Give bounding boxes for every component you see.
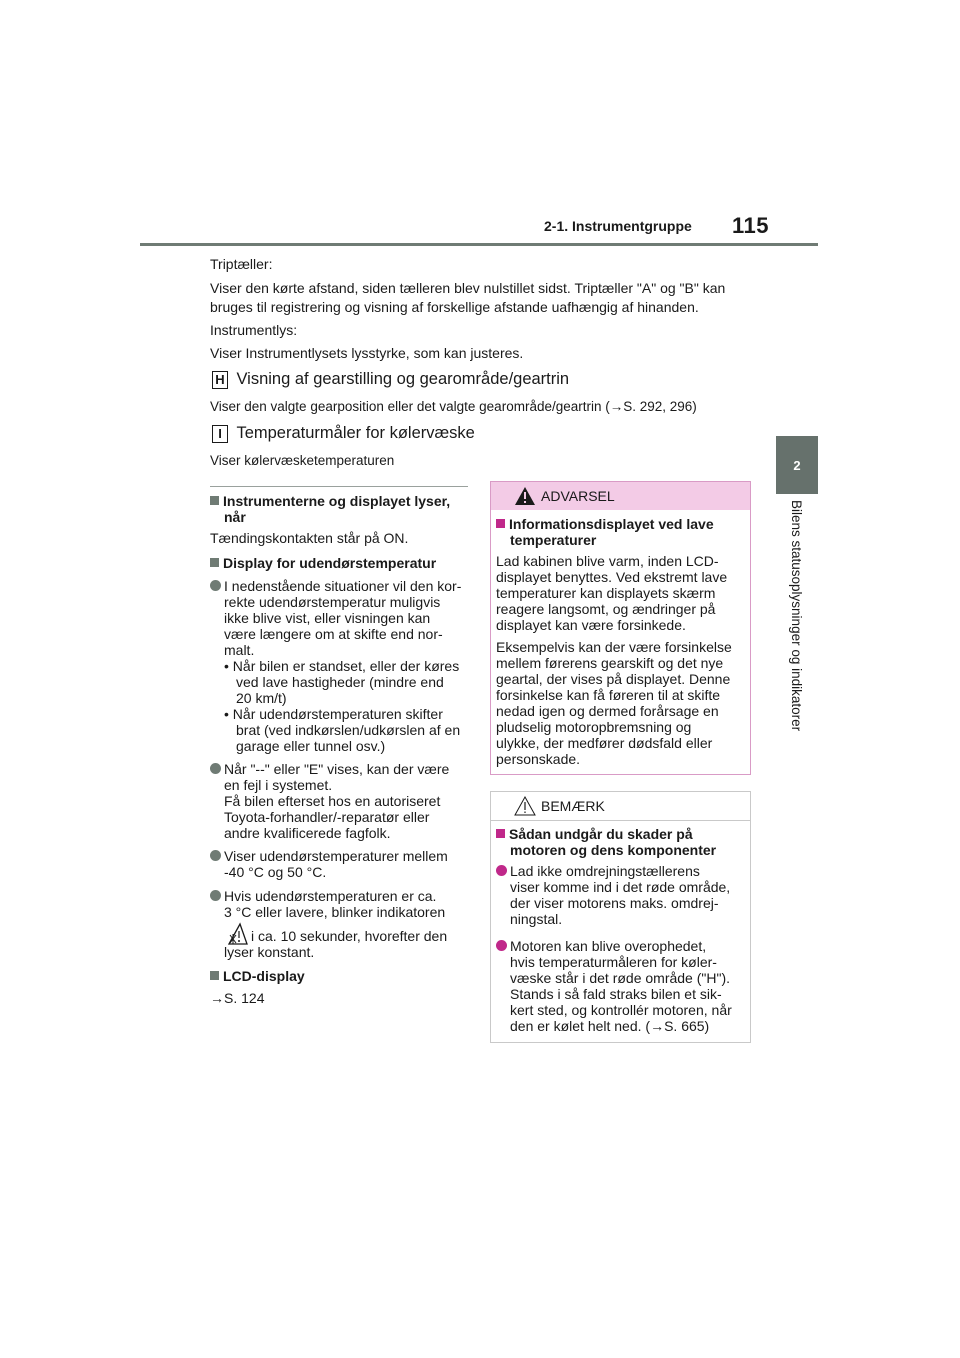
- header-rule: [140, 243, 818, 246]
- sub-bullet-line: 20 km/t): [236, 690, 287, 706]
- bullet-2-line: Toyota-forhandler/-reparatør eller: [224, 809, 430, 825]
- sub-bullet-line: ved lave hastigheder (mindre end: [236, 674, 444, 690]
- bullet-2-line: Få bilen efterset hos en autoriseret: [224, 793, 441, 809]
- warning-text-line: displayet benyttes. Ved ekstremt lave: [496, 569, 728, 585]
- section-badge-h: H: [212, 371, 228, 389]
- square-bullet-icon: [210, 971, 219, 980]
- note-text-line: kert sted, og kontrollér motoren, når: [510, 1002, 732, 1018]
- note-text-line: der viser motorens maks. omdrej-: [510, 895, 719, 911]
- note-text-line: hvis temperaturmåleren for køler-: [510, 954, 717, 970]
- note-text-line: den er kølet helt ned. (→S. 665): [510, 1018, 710, 1034]
- divider: [210, 486, 468, 487]
- bullet-4-line: 3 °C eller lavere, blinker indikatoren: [224, 904, 446, 920]
- bullet-4-line: lyser konstant.: [224, 944, 315, 960]
- warning-header: [491, 482, 750, 510]
- trip-text-line: bruges til registrering og visning af forskellige afstande uafhængig af hinanden.: [210, 299, 699, 315]
- chapter-tab-number: 2: [776, 436, 818, 494]
- circle-bullet-icon: [496, 940, 507, 951]
- warning-text-line: mellem førerens gearskift og det nye: [496, 655, 724, 671]
- warning-text-line: temperaturer kan displayets skærm: [496, 585, 716, 601]
- note-heading-cont: motoren og dens komponenter: [510, 842, 717, 858]
- warning-heading-cont: temperaturer: [510, 532, 597, 548]
- section-h-heading: [212, 370, 569, 389]
- page-number: 115: [732, 213, 769, 238]
- page-reference: →S. 124: [210, 990, 265, 1006]
- bullet-2: Når "--" eller "E" vises, kan der være: [210, 761, 449, 777]
- warning-heading: Informationsdisplayet ved lave: [496, 516, 714, 532]
- square-bullet-icon: [210, 558, 219, 567]
- left-heading-3: LCD-display: [210, 968, 305, 984]
- warning-text-line: geartal, der vises på displayet. Denne: [496, 671, 731, 687]
- warning-text-line: forsinkelse kan få føreren til at skifte: [496, 687, 721, 703]
- sub-bullet-line: garage eller tunnel osv.): [236, 738, 386, 754]
- bullet-4-line: i ca. 10 sekunder, hvorefter den: [251, 928, 448, 944]
- note-bullet-2: Motoren kan blive overophedet,: [496, 938, 706, 954]
- left-heading-1-cont: når: [224, 509, 246, 525]
- section-badge-i: I: [212, 425, 228, 443]
- chapter-tab: [776, 500, 818, 780]
- bullet-2-line: andre kvalificerede fagfolk.: [224, 825, 391, 841]
- note-text-line: ningstal.: [510, 911, 563, 927]
- section-i-heading: [212, 424, 475, 443]
- bullet-4: Hvis udendørstemperaturen er ca.: [210, 888, 436, 904]
- note-header: [491, 792, 750, 821]
- note-text-line: Stands i så fald straks bilen et sik-: [510, 986, 722, 1002]
- sub-bullet-line: • Når bilen er standset, eller der køres: [224, 658, 460, 674]
- trip-label: Triptæller:: [210, 256, 273, 272]
- bullet-3-line: -40 °C og 50 °C.: [224, 864, 327, 880]
- square-bullet-icon: [210, 496, 219, 505]
- square-bullet-icon: [496, 829, 505, 838]
- section-i-text: Viser kølervæsketemperaturen: [210, 453, 395, 468]
- left-paragraph: Tændingskontakten står på ON.: [210, 530, 409, 546]
- warning-text-line: nedad igen og dermed forårsage en: [496, 703, 719, 719]
- warning-text-line: Lad kabinen blive varm, inden LCD-: [496, 553, 719, 569]
- section-i-title: Temperaturmåler for kølervæske: [236, 424, 475, 442]
- sub-bullet-line: brat (ved indkørslen/udkørslen af en: [236, 722, 461, 738]
- chapter-tab-title: Bilens statusoplysninger og indikatorer: [789, 500, 804, 732]
- warning-box: [490, 481, 751, 775]
- bullet-1-line: være længere om at skifte end nor-: [224, 626, 443, 642]
- bullet-1-line: malt.: [224, 642, 255, 658]
- circle-bullet-icon: [210, 580, 221, 591]
- light-label: Instrumentlys:: [210, 322, 298, 338]
- sub-bullet-line: • Når udendørstemperaturen skifter: [224, 706, 443, 722]
- bullet-1: I nedenstående situationer vil den kor-: [210, 578, 461, 594]
- bullet-1-line: rekte udendørstemperatur muligvis: [224, 594, 441, 610]
- left-heading-1: Instrumenterne og displayet lyser,: [210, 493, 450, 509]
- circle-bullet-icon: [210, 850, 221, 861]
- circle-bullet-icon: [496, 865, 507, 876]
- section-h-title: Visning af gearstilling og gearområde/geartrin: [236, 370, 570, 388]
- warning-icon: [514, 486, 536, 506]
- square-bullet-icon: [496, 519, 505, 528]
- warning-text-line: reagere langsomt, og ændringer på: [496, 601, 716, 617]
- section-h-text: Viser den valgte gearposition eller det valgte gearområde/geartrin (→S. 292, 296): [210, 399, 697, 414]
- warning-text-line: pludselig motoropbremsning og: [496, 719, 692, 735]
- note-text-line: væske står i det røde område ("H").: [510, 970, 731, 986]
- bullet-3: Viser udendørstemperaturer mellem: [210, 848, 448, 864]
- bullet-2-line: en fejl i systemet.: [224, 777, 333, 793]
- left-heading-2: Display for udendørstemperatur: [210, 555, 436, 571]
- note-text-line: viser komme ind i det røde område,: [510, 879, 731, 895]
- note-bullet-1: Lad ikke omdrejningstællerens: [496, 863, 700, 879]
- section-title: 2-1. Instrumentgruppe: [544, 218, 692, 234]
- warning-text-line: Eksempelvis kan der være forsinkelse: [496, 639, 732, 655]
- warning-text-line: personskade.: [496, 751, 581, 767]
- circle-bullet-icon: [210, 763, 221, 774]
- warning-text-line: ulykke, der medfører dødsfald eller: [496, 735, 713, 751]
- bullet-1-line: ikke blive vist, eller visningen kan: [224, 610, 431, 626]
- trip-text-line: Viser den kørte afstand, siden tælleren blev nulstillet sidst. Triptæller "A" og "B" kan: [210, 280, 726, 296]
- note-box: [490, 791, 751, 1043]
- caution-icon: [514, 796, 536, 816]
- note-heading: Sådan undgår du skader på: [496, 826, 693, 842]
- light-text: Viser Instrumentlysets lysstyrke, som kan justeres.: [210, 345, 524, 361]
- warning-text-line: displayet kan være forsinkede.: [496, 617, 686, 633]
- note-title: BEMÆRK: [541, 798, 605, 814]
- circle-bullet-icon: [210, 890, 221, 901]
- warning-title: ADVARSEL: [541, 488, 615, 504]
